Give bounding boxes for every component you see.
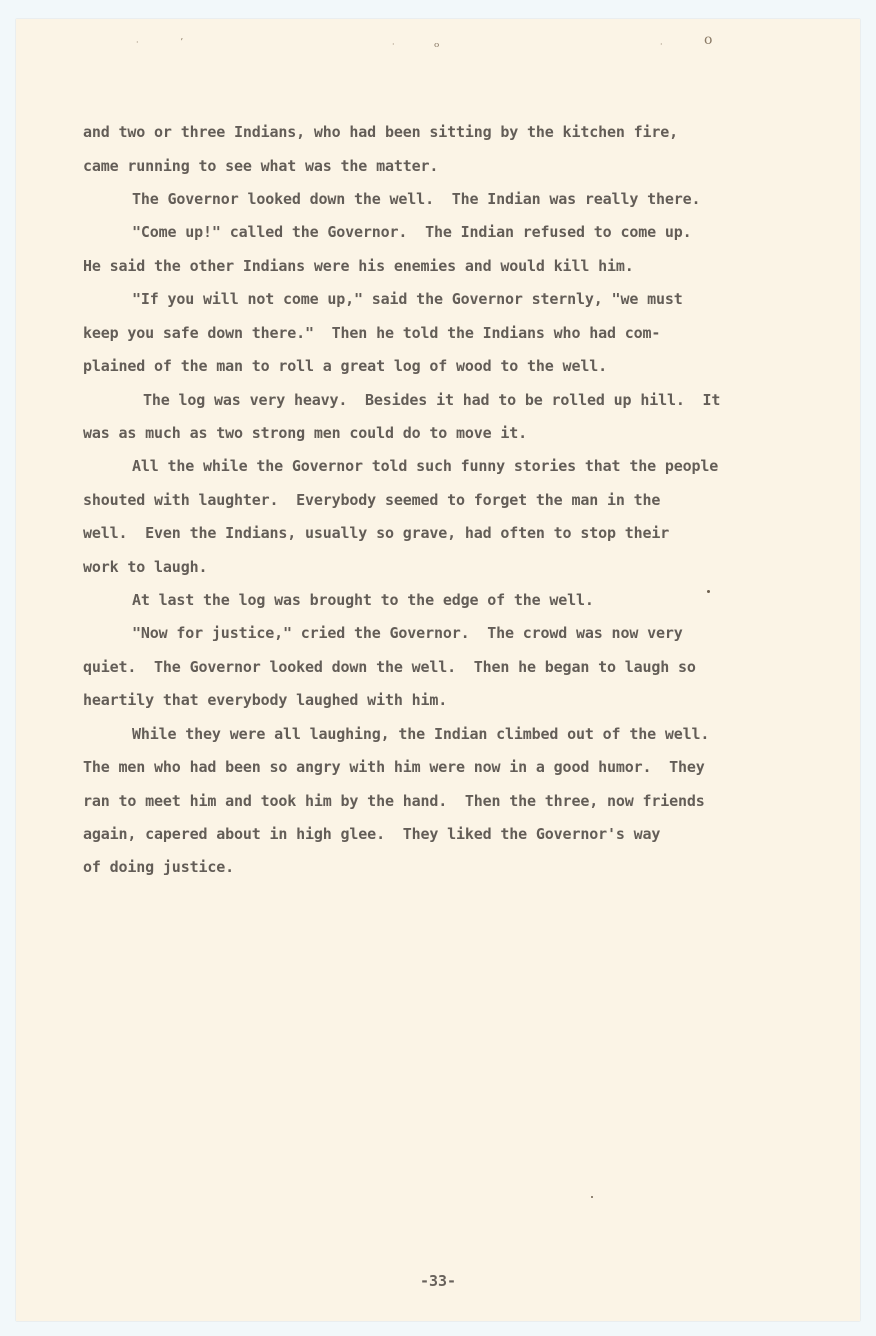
text-line: quiet. The Governor looked down the well. Then he began to laugh so	[83, 658, 696, 676]
text-line: was as much as two strong men could do to move it.	[83, 424, 528, 442]
page-number: -33-	[419, 1272, 457, 1290]
text-line: plained of the man to roll a great log of wood to the well.	[83, 357, 607, 375]
punch-hole-mark: ₒ	[434, 35, 440, 51]
paper-mark: ʼ	[180, 38, 183, 48]
text-line: The log was very heavy. Besides it had to be rolled up hill. It	[143, 391, 721, 409]
text-line: All the while the Governor told such funny stories that the people	[132, 457, 719, 475]
text-line: While they were all laughing, the Indian climbed out of the well.	[132, 725, 710, 743]
text-line: keep you safe down there." Then he told the Indians who had com-	[83, 324, 661, 342]
ink-speck	[591, 1196, 593, 1198]
text-line: came running to see what was the matter.	[83, 157, 439, 175]
text-line: well. Even the Indians, usually so grave, had often to stop their	[83, 524, 670, 542]
punch-hole-mark: o	[704, 32, 713, 48]
text-line: heartily that everybody laughed with him.	[83, 691, 448, 709]
text-line: The Governor looked down the well. The Indian was really there.	[132, 190, 701, 208]
text-line: ran to meet him and took him by the hand. Then the three, now friends	[83, 792, 705, 810]
text-line: "If you will not come up," said the Governor sternly, "we must	[132, 290, 683, 308]
text-line: "Now for justice," cried the Governor. The crowd was now very	[132, 624, 683, 642]
text-line: of doing justice.	[83, 858, 234, 876]
text-line: At last the log was brought to the edge of the well.	[132, 591, 594, 609]
text-line: again, capered about in high glee. They liked the Governor's way	[83, 825, 661, 843]
paper-mark: ·	[660, 40, 663, 49]
text-line: and two or three Indians, who had been sitting by the kitchen fire,	[83, 123, 679, 141]
paper-mark: ·	[392, 40, 395, 49]
text-line: "Come up!" called the Governor. The Indian refused to come up.	[132, 223, 692, 241]
text-line: The men who had been so angry with him were now in a good humor. They	[83, 758, 705, 776]
text-line: He said the other Indians were his enemies and would kill him.	[83, 257, 634, 275]
text-line: work to laugh.	[83, 558, 208, 576]
text-line: shouted with laughter. Everybody seemed to forget the man in the	[83, 491, 661, 509]
ink-speck	[707, 590, 710, 593]
paper-mark: ·	[136, 38, 139, 47]
